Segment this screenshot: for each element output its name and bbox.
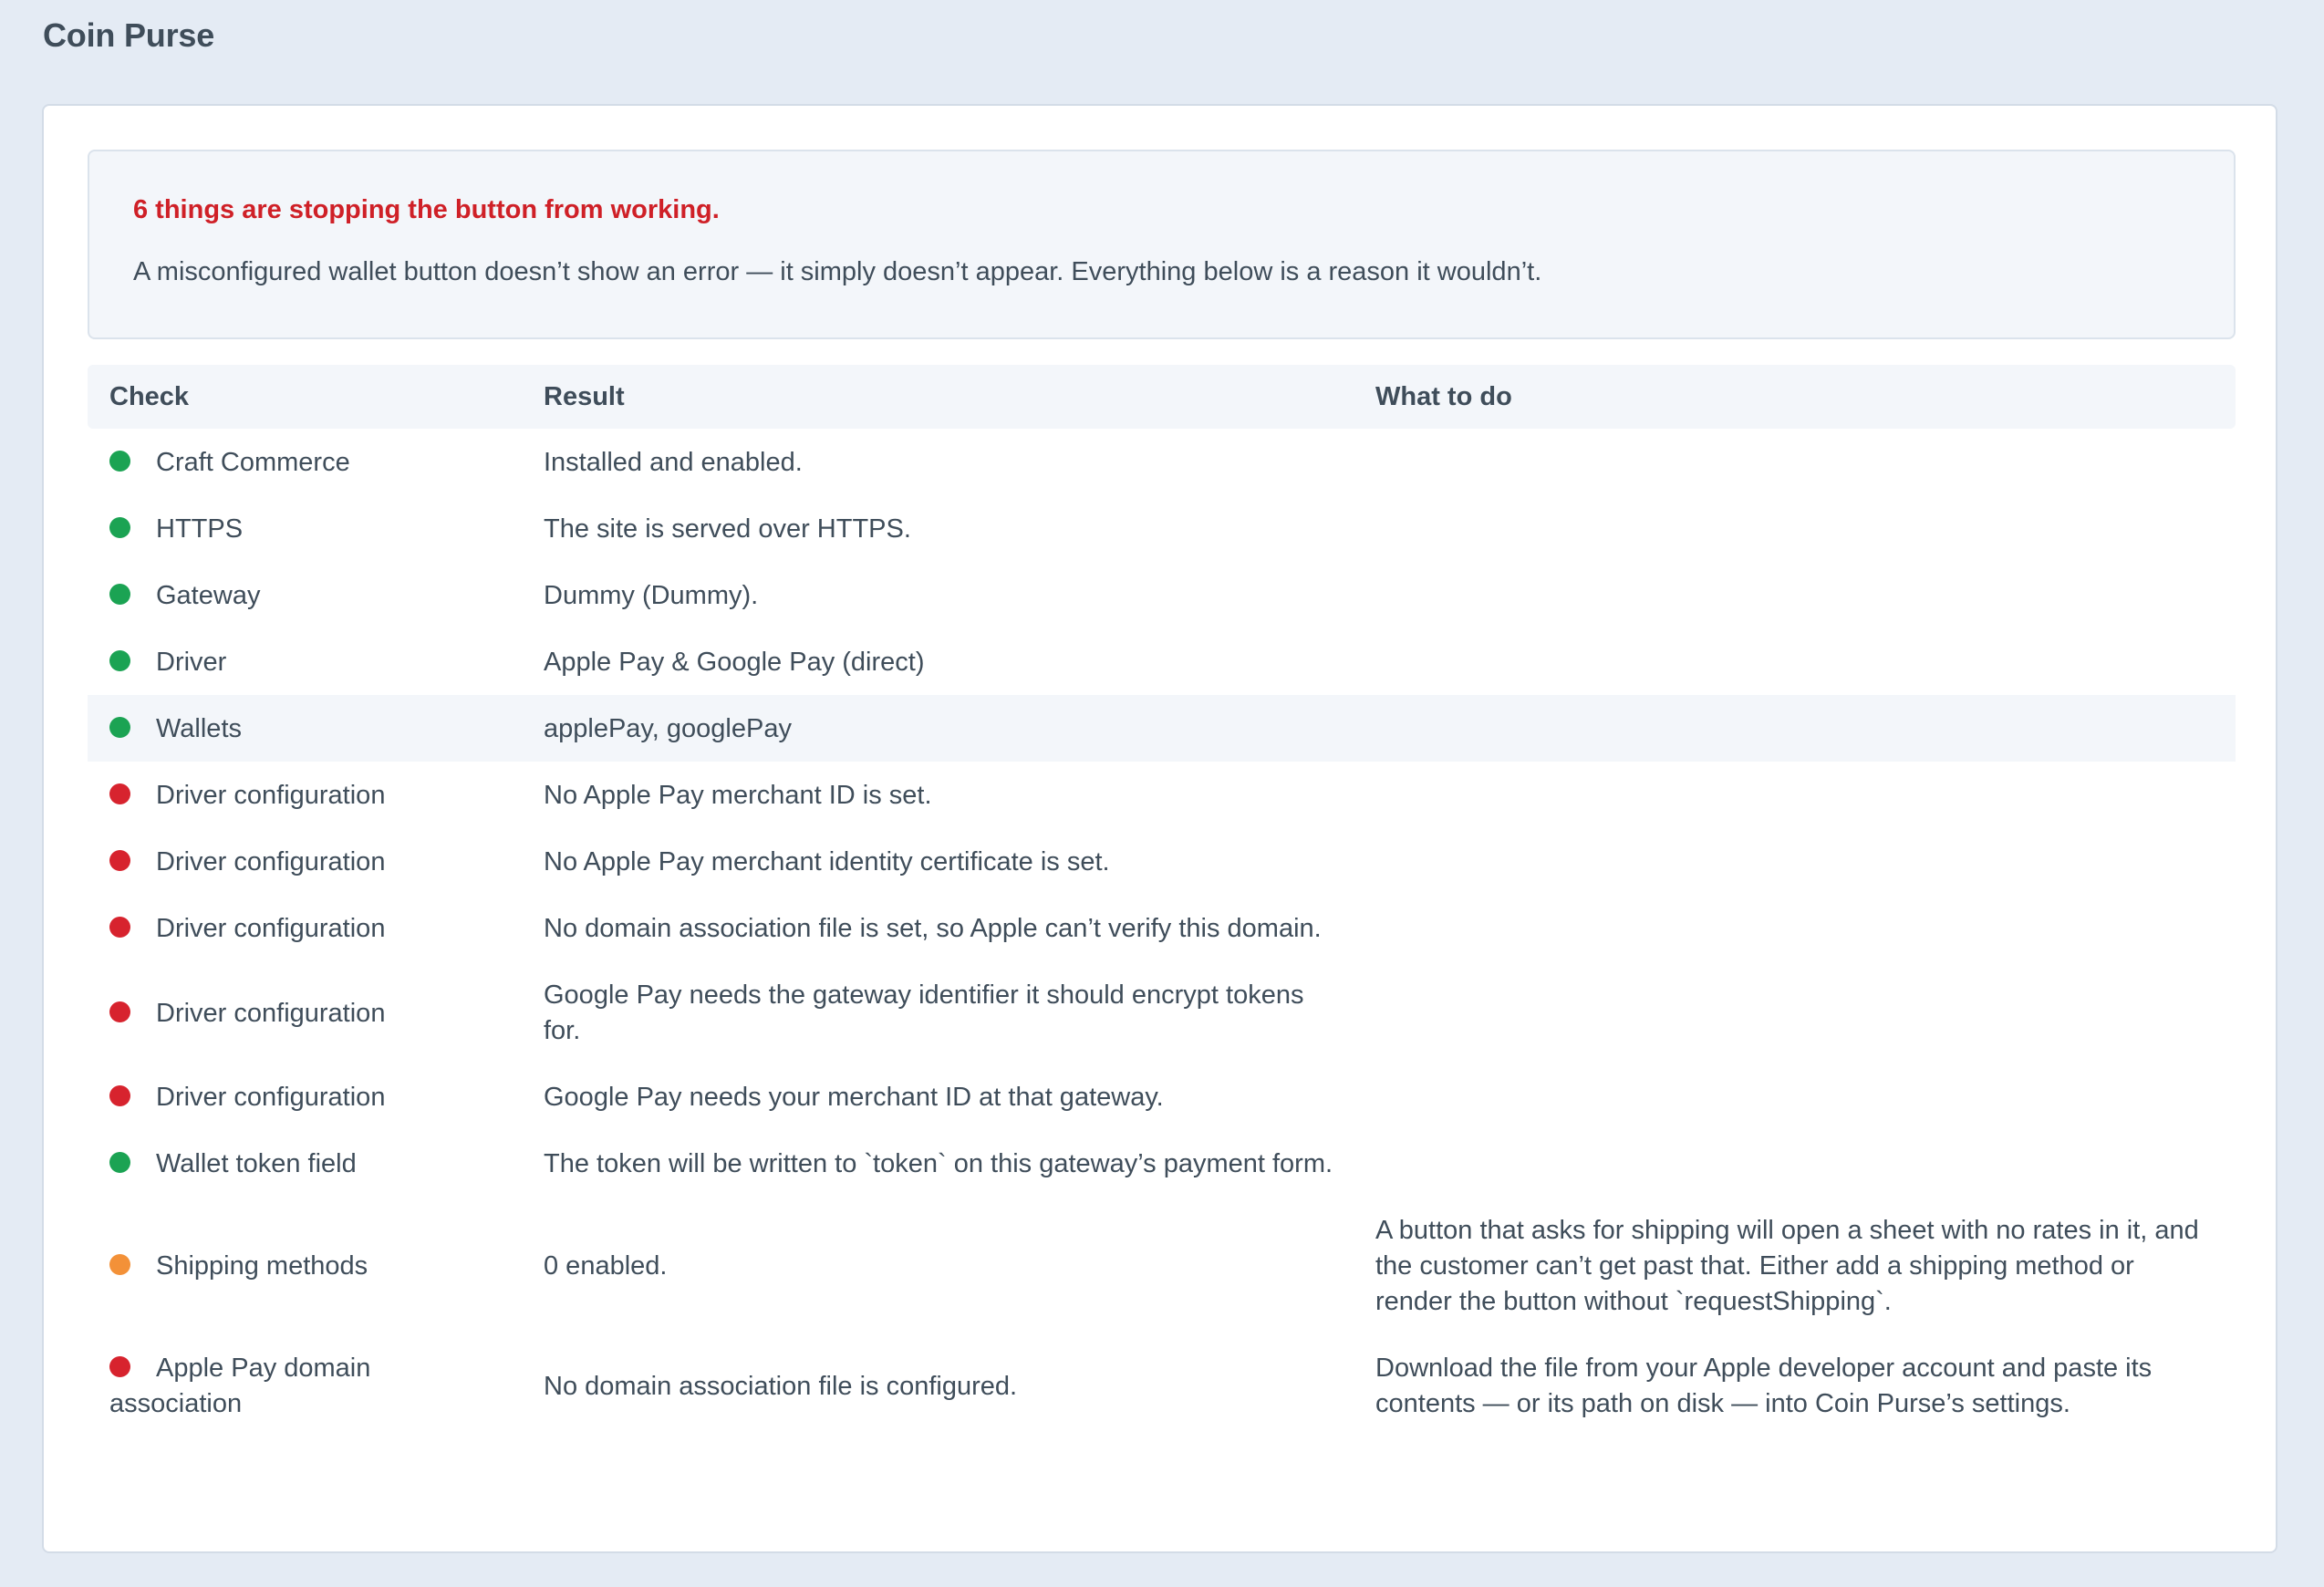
- status-dot-green-icon: [109, 650, 130, 671]
- result-cell: Apple Pay & Google Pay (direct): [544, 648, 925, 677]
- result-cell: No domain association file is configured.: [544, 1371, 1018, 1401]
- result-cell: The site is served over HTTPS.: [544, 514, 911, 544]
- check-name: Apple Pay domain association: [109, 1354, 371, 1418]
- what-to-do-cell: [1354, 961, 2236, 1063]
- what-to-do-cell: Download the file from your Apple developer account and paste its contents — or its path on disk — into Coin Purse’s settings.: [1375, 1354, 2153, 1418]
- what-to-do-cell: [1354, 495, 2236, 562]
- table-row: [88, 429, 2236, 495]
- table-row: [88, 1197, 2236, 1334]
- table-row: [88, 1130, 2236, 1197]
- what-to-do-cell: [1354, 562, 2236, 628]
- check-cell: [88, 1197, 522, 1334]
- check-cell: [88, 1063, 522, 1130]
- checks-table-body: [88, 429, 2236, 1437]
- check-name: Driver configuration: [156, 914, 386, 943]
- check-cell: [88, 562, 522, 628]
- table-row: [88, 628, 2236, 695]
- table-row: [88, 762, 2236, 828]
- what-to-do-cell: [1354, 762, 2236, 828]
- table-row: [88, 1063, 2236, 1130]
- notice-title: 6 things are stopping the button from working.: [133, 195, 720, 224]
- column-header-check: Check: [88, 365, 522, 429]
- table-row: [88, 495, 2236, 562]
- what-to-do-cell: [1354, 695, 2236, 762]
- status-dot-orange-icon: [109, 1254, 130, 1275]
- status-dot-red-icon: [109, 1085, 130, 1106]
- check-name: Driver configuration: [156, 847, 386, 876]
- check-cell: [88, 1334, 522, 1437]
- what-to-do-cell: [1354, 429, 2236, 495]
- what-to-do-cell: A button that asks for shipping will open a sheet with no rates in it, and the customer can’t get past that. Either add a shipping method or render the button without `requestShipping`.: [1375, 1216, 2199, 1316]
- result-cell: The token will be written to `token` on this gateway’s payment form.: [544, 1149, 1333, 1178]
- result-cell: applePay, googlePay: [522, 695, 1354, 762]
- check-cell: [88, 961, 522, 1063]
- table-row: [88, 961, 2236, 1063]
- what-to-do-cell: [1354, 1063, 2236, 1130]
- result-cell: Google Pay needs your merchant ID at that gateway.: [544, 1083, 1164, 1112]
- blocking-issues-notice: [88, 150, 2236, 339]
- check-cell: [88, 695, 522, 762]
- diagnostics-panel: [42, 104, 2277, 1553]
- table-row: [88, 562, 2236, 628]
- status-dot-green-icon: [109, 517, 130, 538]
- check-cell: [88, 762, 522, 828]
- result-cell: 0 enabled.: [544, 1251, 668, 1281]
- what-to-do-cell: [1354, 895, 2236, 961]
- status-dot-green-icon: [109, 1152, 130, 1173]
- checks-table: [88, 365, 2236, 1437]
- status-dot-green-icon: [109, 717, 130, 738]
- page-title: Coin Purse: [43, 16, 215, 54]
- check-name: HTTPS: [156, 514, 244, 544]
- check-cell: [88, 828, 522, 895]
- table-row: [88, 1334, 2236, 1437]
- column-header-what-to-do: What to do: [1354, 365, 2236, 429]
- result-cell: Dummy (Dummy).: [544, 581, 759, 610]
- status-dot-red-icon: [109, 917, 130, 938]
- what-to-do-cell: [1354, 1130, 2236, 1197]
- column-header-result: Result: [522, 365, 1354, 429]
- what-to-do-cell: [1354, 828, 2236, 895]
- check-name: Wallets: [156, 714, 242, 743]
- table-row: [88, 695, 2236, 762]
- table-row: [88, 828, 2236, 895]
- status-dot-green-icon: [109, 451, 130, 472]
- status-dot-green-icon: [109, 584, 130, 605]
- check-cell: [88, 895, 522, 961]
- notice-text: A misconfigured wallet button doesn’t show an error — it simply doesn’t appear. Everything below is a reason it wouldn’t.: [133, 257, 1542, 286]
- result-cell: Installed and enabled.: [544, 448, 803, 477]
- check-name: Driver configuration: [156, 1083, 386, 1112]
- check-cell: [88, 429, 522, 495]
- status-dot-red-icon: [109, 1001, 130, 1022]
- check-name: Craft Commerce: [156, 448, 350, 477]
- check-name: Gateway: [156, 581, 261, 610]
- table-header-row: [88, 365, 2236, 429]
- check-cell: [88, 628, 522, 695]
- check-name: Shipping methods: [156, 1251, 368, 1281]
- status-dot-red-icon: [109, 850, 130, 871]
- check-cell: [88, 1130, 522, 1197]
- what-to-do-cell: [1354, 628, 2236, 695]
- check-cell: [88, 495, 522, 562]
- check-name: Driver: [156, 648, 227, 677]
- table-row: [88, 895, 2236, 961]
- check-name: Driver configuration: [156, 781, 386, 810]
- check-name: Wallet token field: [156, 1149, 357, 1178]
- result-cell: No Apple Pay merchant ID is set.: [544, 781, 932, 810]
- result-cell: Google Pay needs the gateway identifier it should encrypt tokens for.: [544, 980, 1304, 1045]
- status-dot-red-icon: [109, 1356, 130, 1377]
- status-dot-red-icon: [109, 783, 130, 804]
- result-cell: No Apple Pay merchant identity certificate is set.: [544, 847, 1110, 876]
- result-cell: No domain association file is set, so Apple can’t verify this domain.: [544, 914, 1322, 943]
- check-name: Driver configuration: [156, 998, 386, 1028]
